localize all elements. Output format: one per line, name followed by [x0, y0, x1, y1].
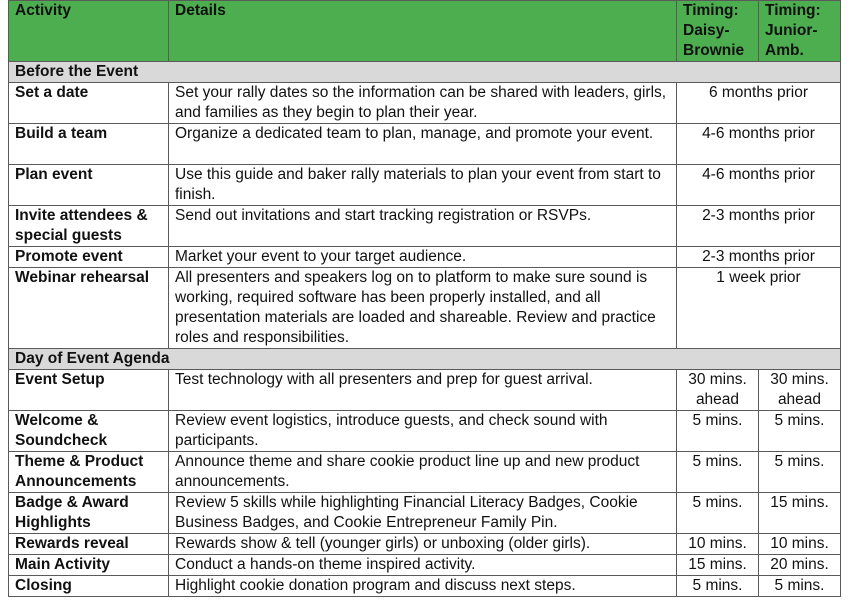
details-cell: Set your rally dates so the information can be shared with leaders, girls, and families as they begin to plan their year. — [169, 83, 677, 124]
section-row-before — [9, 62, 841, 83]
timing-junior-cell: 20 mins. — [759, 555, 841, 576]
table-row — [9, 83, 841, 124]
activity-cell: Rewards reveal — [9, 534, 169, 555]
table-row — [9, 555, 841, 576]
timing-daisy-cell: 5 mins. — [677, 452, 759, 493]
timing-cell: 2-3 months prior — [677, 247, 841, 268]
timing-junior-cell: 30 mins. ahead — [759, 370, 841, 411]
table-row — [9, 452, 841, 493]
details-cell: Highlight cookie donation program and discuss next steps. — [169, 576, 677, 597]
activity-cell: Webinar rehearsal — [9, 268, 169, 349]
details-cell: Rewards show & tell (younger girls) or unboxing (older girls). — [169, 534, 677, 555]
details-cell: Test technology with all presenters and prep for guest arrival. — [169, 370, 677, 411]
table-row — [9, 576, 841, 597]
timing-cell: 6 months prior — [677, 83, 841, 124]
timing-cell: 4-6 months prior — [677, 124, 841, 165]
activity-cell: Theme & Product Announcements — [9, 452, 169, 493]
activity-cell: Build a team — [9, 124, 169, 165]
details-cell: Market your event to your target audience. — [169, 247, 677, 268]
section-before-title: Before the Event — [9, 62, 841, 83]
details-cell: All presenters and speakers log on to platform to make sure sound is working, required software has been properly installed, and all presentation materials are loaded and shareable. Review and practice roles and responsibilities. — [169, 268, 677, 349]
event-schedule-table — [8, 0, 841, 597]
header-timing-junior: Timing: Junior-Amb. — [759, 1, 841, 62]
table-row — [9, 165, 841, 206]
details-cell: Use this guide and baker rally materials to plan your event from start to finish. — [169, 165, 677, 206]
details-cell: Announce theme and share cookie product line up and new product announcements. — [169, 452, 677, 493]
section-row-day-of — [9, 349, 841, 370]
activity-cell: Invite attendees & special guests — [9, 206, 169, 247]
activity-cell: Closing — [9, 576, 169, 597]
activity-cell: Set a date — [9, 83, 169, 124]
details-cell: Review 5 skills while highlighting Financial Literacy Badges, Cookie Business Badges, and Cookie Entrepreneur Family Pin. — [169, 493, 677, 534]
table-row — [9, 268, 841, 349]
timing-daisy-cell: 15 mins. — [677, 555, 759, 576]
table-row — [9, 124, 841, 165]
header-timing-daisy: Timing: Daisy-Brownie — [677, 1, 759, 62]
table-row — [9, 370, 841, 411]
header-details: Details — [169, 1, 677, 62]
activity-cell: Event Setup — [9, 370, 169, 411]
table-row — [9, 534, 841, 555]
timing-daisy-cell: 5 mins. — [677, 576, 759, 597]
timing-junior-cell: 5 mins. — [759, 452, 841, 493]
activity-cell: Plan event — [9, 165, 169, 206]
timing-junior-cell: 5 mins. — [759, 411, 841, 452]
timing-daisy-cell: 30 mins. ahead — [677, 370, 759, 411]
activity-cell: Welcome & Soundcheck — [9, 411, 169, 452]
table-row — [9, 411, 841, 452]
section-day-of-title: Day of Event Agenda — [9, 349, 841, 370]
timing-junior-cell: 5 mins. — [759, 576, 841, 597]
details-cell: Organize a dedicated team to plan, manage, and promote your event. — [169, 124, 677, 165]
timing-junior-cell: 10 mins. — [759, 534, 841, 555]
table-row — [9, 247, 841, 268]
table-row — [9, 493, 841, 534]
activity-cell: Main Activity — [9, 555, 169, 576]
activity-cell: Promote event — [9, 247, 169, 268]
timing-cell: 2-3 months prior — [677, 206, 841, 247]
details-cell: Send out invitations and start tracking registration or RSVPs. — [169, 206, 677, 247]
header-row — [9, 1, 841, 62]
timing-cell: 1 week prior — [677, 268, 841, 349]
timing-daisy-cell: 5 mins. — [677, 493, 759, 534]
details-cell: Review event logistics, introduce guests, and check sound with participants. — [169, 411, 677, 452]
timing-junior-cell: 15 mins. — [759, 493, 841, 534]
timing-cell: 4-6 months prior — [677, 165, 841, 206]
activity-cell: Badge & Award Highlights — [9, 493, 169, 534]
header-activity: Activity — [9, 1, 169, 62]
details-cell: Conduct a hands-on theme inspired activity. — [169, 555, 677, 576]
timing-daisy-cell: 10 mins. — [677, 534, 759, 555]
table-row — [9, 206, 841, 247]
timing-daisy-cell: 5 mins. — [677, 411, 759, 452]
